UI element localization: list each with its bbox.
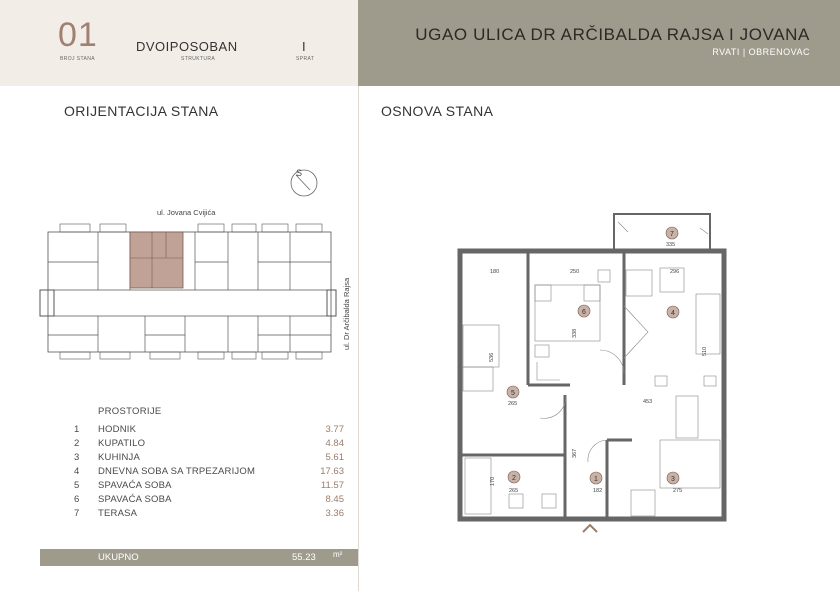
room-area: 4.84 — [325, 438, 344, 449]
dim-265-a: 265 — [508, 401, 518, 407]
dim-250: 250 — [570, 269, 580, 275]
room-number: 5 — [74, 480, 80, 491]
floor-caption: SPRAT — [296, 56, 315, 62]
marker-7: 7 — [670, 231, 674, 238]
structure-value: DVOIPOSOBAN — [136, 39, 238, 54]
compass-letter: S — [296, 168, 303, 178]
dim-510: 510 — [702, 346, 708, 356]
marker-5: 5 — [511, 390, 515, 397]
room-row — [74, 438, 344, 452]
floor-value: I — [302, 39, 307, 54]
room-row — [74, 508, 344, 522]
address-title: UGAO ULICA DR ARČIBALDA RAJSA I JOVANA — [415, 25, 810, 44]
room-number: 4 — [74, 466, 80, 477]
marker-3: 3 — [671, 476, 675, 483]
room-name: SPAVAĆA SOBA — [98, 480, 172, 491]
street-top-label: ul. Jovana Cvijića — [157, 208, 216, 217]
total-value: 55.23 — [292, 552, 316, 563]
room-name: HODNIK — [98, 424, 137, 435]
room-number: 3 — [74, 452, 80, 463]
room-row — [74, 466, 344, 480]
apartment-number-caption: BROJ STANA — [60, 56, 96, 62]
total-area-bar — [40, 549, 358, 566]
total-unit: m² — [333, 550, 343, 559]
structure-caption: STRUKTURA — [181, 56, 216, 62]
room-row — [74, 494, 344, 508]
compass-icon — [291, 168, 317, 196]
marker-4: 4 — [671, 310, 675, 317]
dim-453: 453 — [643, 399, 653, 405]
floor-plan-title: OSNOVA STANA — [381, 103, 494, 119]
room-number: 7 — [74, 508, 80, 519]
room-number: 1 — [74, 424, 80, 435]
room-row — [74, 424, 344, 438]
marker-1: 1 — [594, 476, 598, 483]
dim-536: 536 — [489, 352, 495, 362]
room-name: SPAVAĆA SOBA — [98, 494, 172, 505]
room-area: 5.61 — [325, 452, 344, 463]
total-label: UKUPNO — [98, 552, 139, 563]
city-subtitle: RVATI | OBRENOVAC — [712, 47, 810, 57]
highlighted-apartment — [130, 232, 183, 288]
apartment-floor-plan — [460, 214, 724, 532]
room-area: 11.57 — [320, 480, 344, 491]
room-row — [74, 480, 344, 494]
room-number: 2 — [74, 438, 80, 449]
entrance-arrow-icon — [583, 525, 597, 532]
room-name: TERASA — [98, 508, 138, 519]
dim-265-b: 265 — [509, 488, 519, 494]
room-name: KUHINJA — [98, 452, 141, 463]
room-name: KUPATILO — [98, 438, 146, 449]
dim-338: 338 — [572, 328, 578, 338]
room-row — [74, 452, 344, 466]
room-name: DNEVNA SOBA SA TRPEZARIJOM — [98, 466, 256, 477]
marker-2: 2 — [512, 475, 516, 482]
room-area: 3.36 — [325, 508, 344, 519]
marker-6: 6 — [582, 309, 586, 316]
apartment-number: 01 — [58, 16, 98, 54]
room-area: 17.63 — [320, 466, 344, 477]
building-plan — [40, 224, 336, 359]
dim-275: 275 — [673, 488, 683, 494]
street-right-label: ul. Dr Arčibalda Rajsa — [342, 277, 351, 350]
dim-170: 170 — [490, 476, 496, 486]
dim-367: 367 — [572, 448, 578, 458]
dim-terrace: 335 — [666, 242, 676, 248]
dim-296: 296 — [670, 269, 680, 275]
room-area: 3.77 — [325, 424, 344, 435]
room-area: 8.45 — [325, 494, 344, 505]
rooms-header: PROSTORIJE — [98, 406, 162, 417]
orientation-title: ORIJENTACIJA STANA — [64, 103, 219, 119]
dim-182: 182 — [593, 488, 603, 494]
room-number: 6 — [74, 494, 80, 505]
dim-180: 180 — [490, 269, 500, 275]
